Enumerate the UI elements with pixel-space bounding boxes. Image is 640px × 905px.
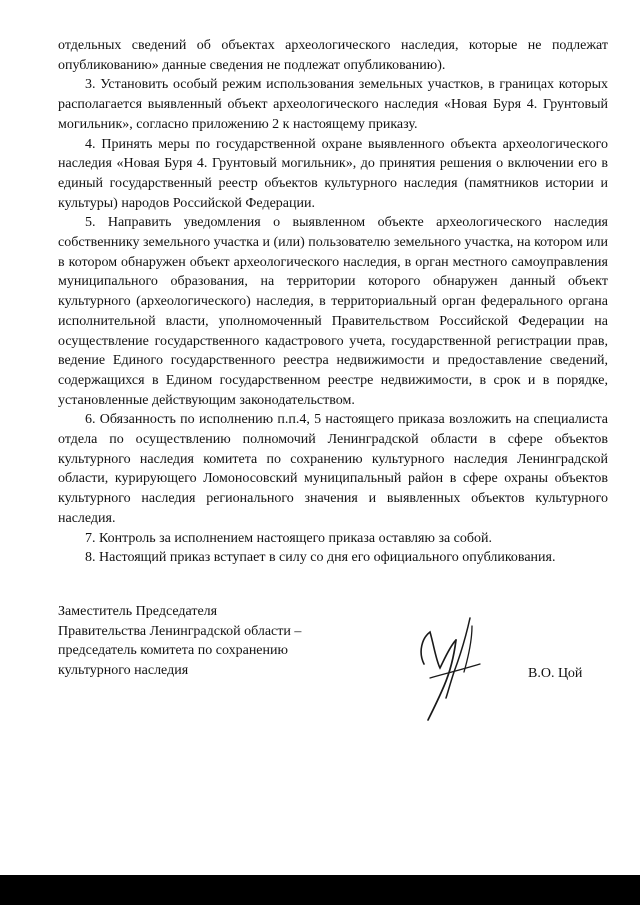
signer-title-block	[58, 602, 378, 680]
paragraph-item-6: 6. Обязанность по исполнению п.п.4, 5 настоящего приказа возложить на специалиста отдела по осуществлению полномочий Ленинградской области в сфере объектов культурного наследия комитета по сохранению культурного наследия Ленинградской области, курирующего Ломоносовский муниципальный район в сфере охраны объектов культурного наследия регионального значения и выявленных объектов культурного наследия.	[58, 412, 608, 526]
signer-title-line: Заместитель Председателя	[58, 604, 218, 619]
signer-title-line: председатель комитета по сохранению	[58, 643, 288, 658]
scan-border-bottom	[0, 875, 640, 905]
signer-title-line: культурного наследия	[58, 662, 189, 678]
paragraph-item-8: 8. Настоящий приказ вступает в силу со дня его официального опубликования.	[85, 550, 556, 566]
paragraph-item-4: 4. Принять меры по государственной охране выявленного объекта археологического наследия «Новая Буря 4. Грунтовый могильник», до принятия решения о включении его в единый государственный реестр объектов культурного наследия (памятников истории и культуры) народов Российской Федерации.	[58, 136, 608, 211]
document-body	[58, 36, 608, 568]
paragraph-item-3: 3. Установить особый режим использования земельных участков, в границах которых располагается выявленный объект археологического наследия «Новая Буря 4. Грунтовый могильник», согласно приложению 2 к настоящему приказу.	[58, 77, 608, 132]
signer-title-line: Правительства Ленинградской области –	[58, 623, 302, 639]
paragraph-continuation: отдельных сведений об объектах археологического наследия, которые не подлежат опубликованию» данные сведения не подлежат опубликованию).	[58, 38, 608, 73]
handwritten-signature	[410, 612, 500, 724]
signer-name: В.О. Цой	[528, 666, 583, 681]
paragraph-item-7: 7. Контроль за исполнением настоящего приказа оставляю за собой.	[85, 530, 493, 546]
paragraph-item-5: 5. Направить уведомления о выявленном объекте археологического наследия собственнику земельного участка и (или) пользователю земельного участка, на котором или в котором обнаружен объект археологического наследия, в орган местного самоуправления муниципального образования, на территории которого обнаружен данный объект культурного (археологического) наследия, в территориальный орган федерального органа исполнительной власти, уполномоченный Правительством Российской Федерации на осуществление государственного кадастрового учета, государственной регистрации прав, ведение Единого государственного реестра недвижимости и предоставление сведений, содержащихся в Едином государственном реестре недвижимости, в срок и в порядке, установленные действующим законодательством.	[58, 215, 608, 408]
